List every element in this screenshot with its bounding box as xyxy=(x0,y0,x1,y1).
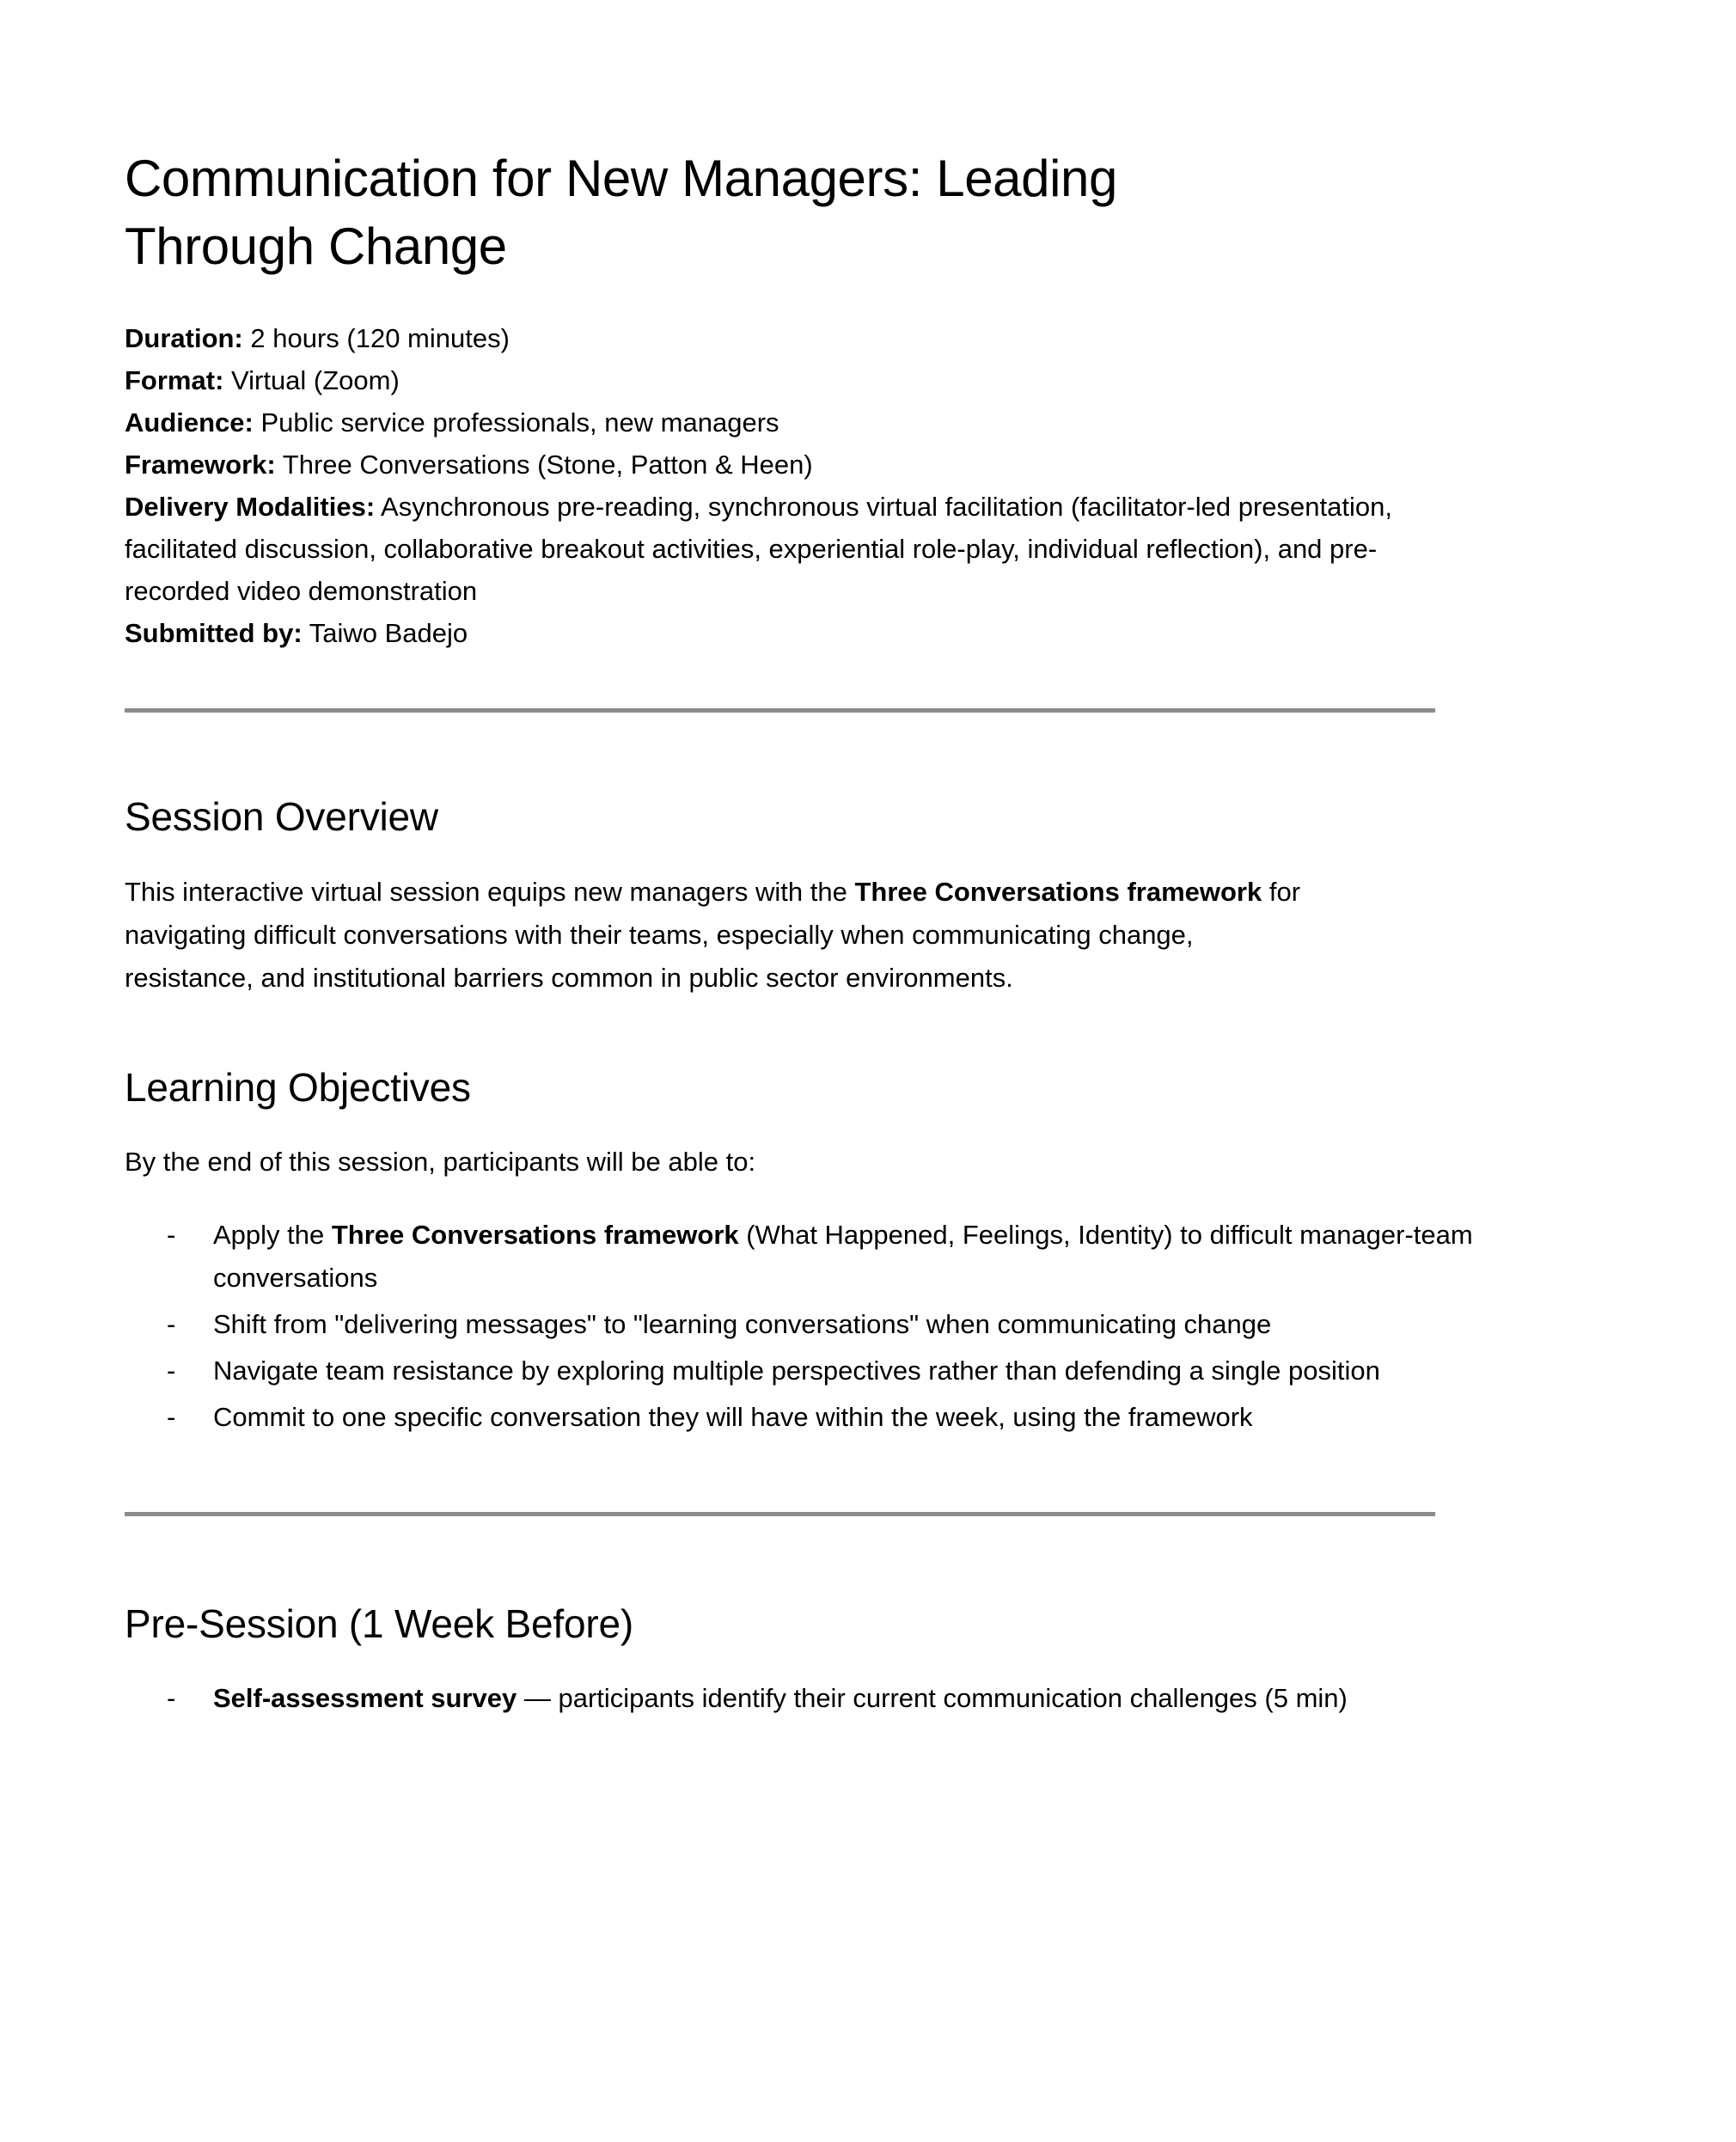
session-overview-text-part2: for navigating difficult conversations with their teams, especially when communicating change, resistance, and institutional barriers common in public sector environments. xyxy=(125,876,1301,994)
meta-delivery-label: Delivery Modalities: xyxy=(125,492,376,523)
meta-format-value: Virtual (Zoom) xyxy=(223,365,400,396)
meta-submitted-by xyxy=(125,613,1465,655)
list-item xyxy=(163,1677,1478,1720)
meta-submitted-label: Submitted by: xyxy=(125,618,303,649)
learning-objectives-heading: Learning Objectives xyxy=(125,1064,471,1110)
list-item-text-after: — participants identify their current communication challenges (5 min) xyxy=(517,1683,1348,1714)
list-item xyxy=(163,1214,1478,1300)
meta-framework xyxy=(125,444,1465,487)
page-title: Communication for New Managers: Leading Through Change xyxy=(125,150,1117,276)
meta-submitted-value: Taiwo Badejo xyxy=(302,618,468,649)
learning-objectives-lead-in: By the end of this session, participants will be able to: xyxy=(125,1147,756,1178)
session-overview-paragraph xyxy=(125,871,1328,1001)
meta-audience xyxy=(125,402,1465,444)
document-metadata xyxy=(125,318,1465,655)
learning-objectives-list xyxy=(125,1214,1478,1440)
list-item-text-before: Shift from "delivering messages" to "learning conversations" when communicating change xyxy=(213,1309,1272,1340)
list-item-text-before: Apply the xyxy=(213,1219,332,1250)
pre-session-heading: Pre-Session (1 Week Before) xyxy=(125,1600,633,1646)
list-item-text-before: Commit to one specific conversation they will have within the week, using the framework xyxy=(213,1402,1253,1433)
section-divider-top xyxy=(125,708,1435,713)
session-overview-text-part1: This interactive virtual session equips new managers with the xyxy=(125,876,855,907)
pre-session-list xyxy=(125,1677,1478,1720)
section-divider-bottom xyxy=(125,1512,1435,1516)
list-item-bold: Self-assessment survey xyxy=(213,1683,517,1714)
meta-duration-value: 2 hours (120 minutes) xyxy=(242,323,510,354)
list-item xyxy=(163,1349,1478,1392)
meta-format xyxy=(125,360,1465,402)
meta-framework-label: Framework: xyxy=(125,450,276,480)
list-item xyxy=(163,1303,1478,1346)
list-item-text-before: Navigate team resistance by exploring multiple perspectives rather than defending a single position xyxy=(213,1356,1380,1386)
meta-delivery-modalities xyxy=(125,487,1465,613)
meta-audience-value: Public service professionals, new managers xyxy=(253,407,779,438)
session-overview-bold-term: Three Conversations framework xyxy=(854,876,1262,907)
list-item-bold: Three Conversations framework xyxy=(331,1219,739,1250)
meta-duration-label: Duration: xyxy=(125,323,243,354)
meta-format-label: Format: xyxy=(125,365,224,396)
meta-delivery-value: Asynchronous pre-reading, synchronous virtual facilitation (facilitator-led presentation, facilitated discussion, collaborative breakout activities, experiential role-play, individual reflection), and pre-recorded video demonstration xyxy=(125,492,1392,607)
meta-framework-value: Three Conversations (Stone, Patton & Heen) xyxy=(275,450,813,480)
list-item-text-after: (What Happened, Feelings, Identity) to difficult manager-team conversations xyxy=(213,1219,1473,1293)
list-item xyxy=(163,1396,1478,1439)
meta-audience-label: Audience: xyxy=(125,407,254,438)
meta-duration xyxy=(125,318,1465,360)
session-overview-heading: Session Overview xyxy=(125,794,438,840)
